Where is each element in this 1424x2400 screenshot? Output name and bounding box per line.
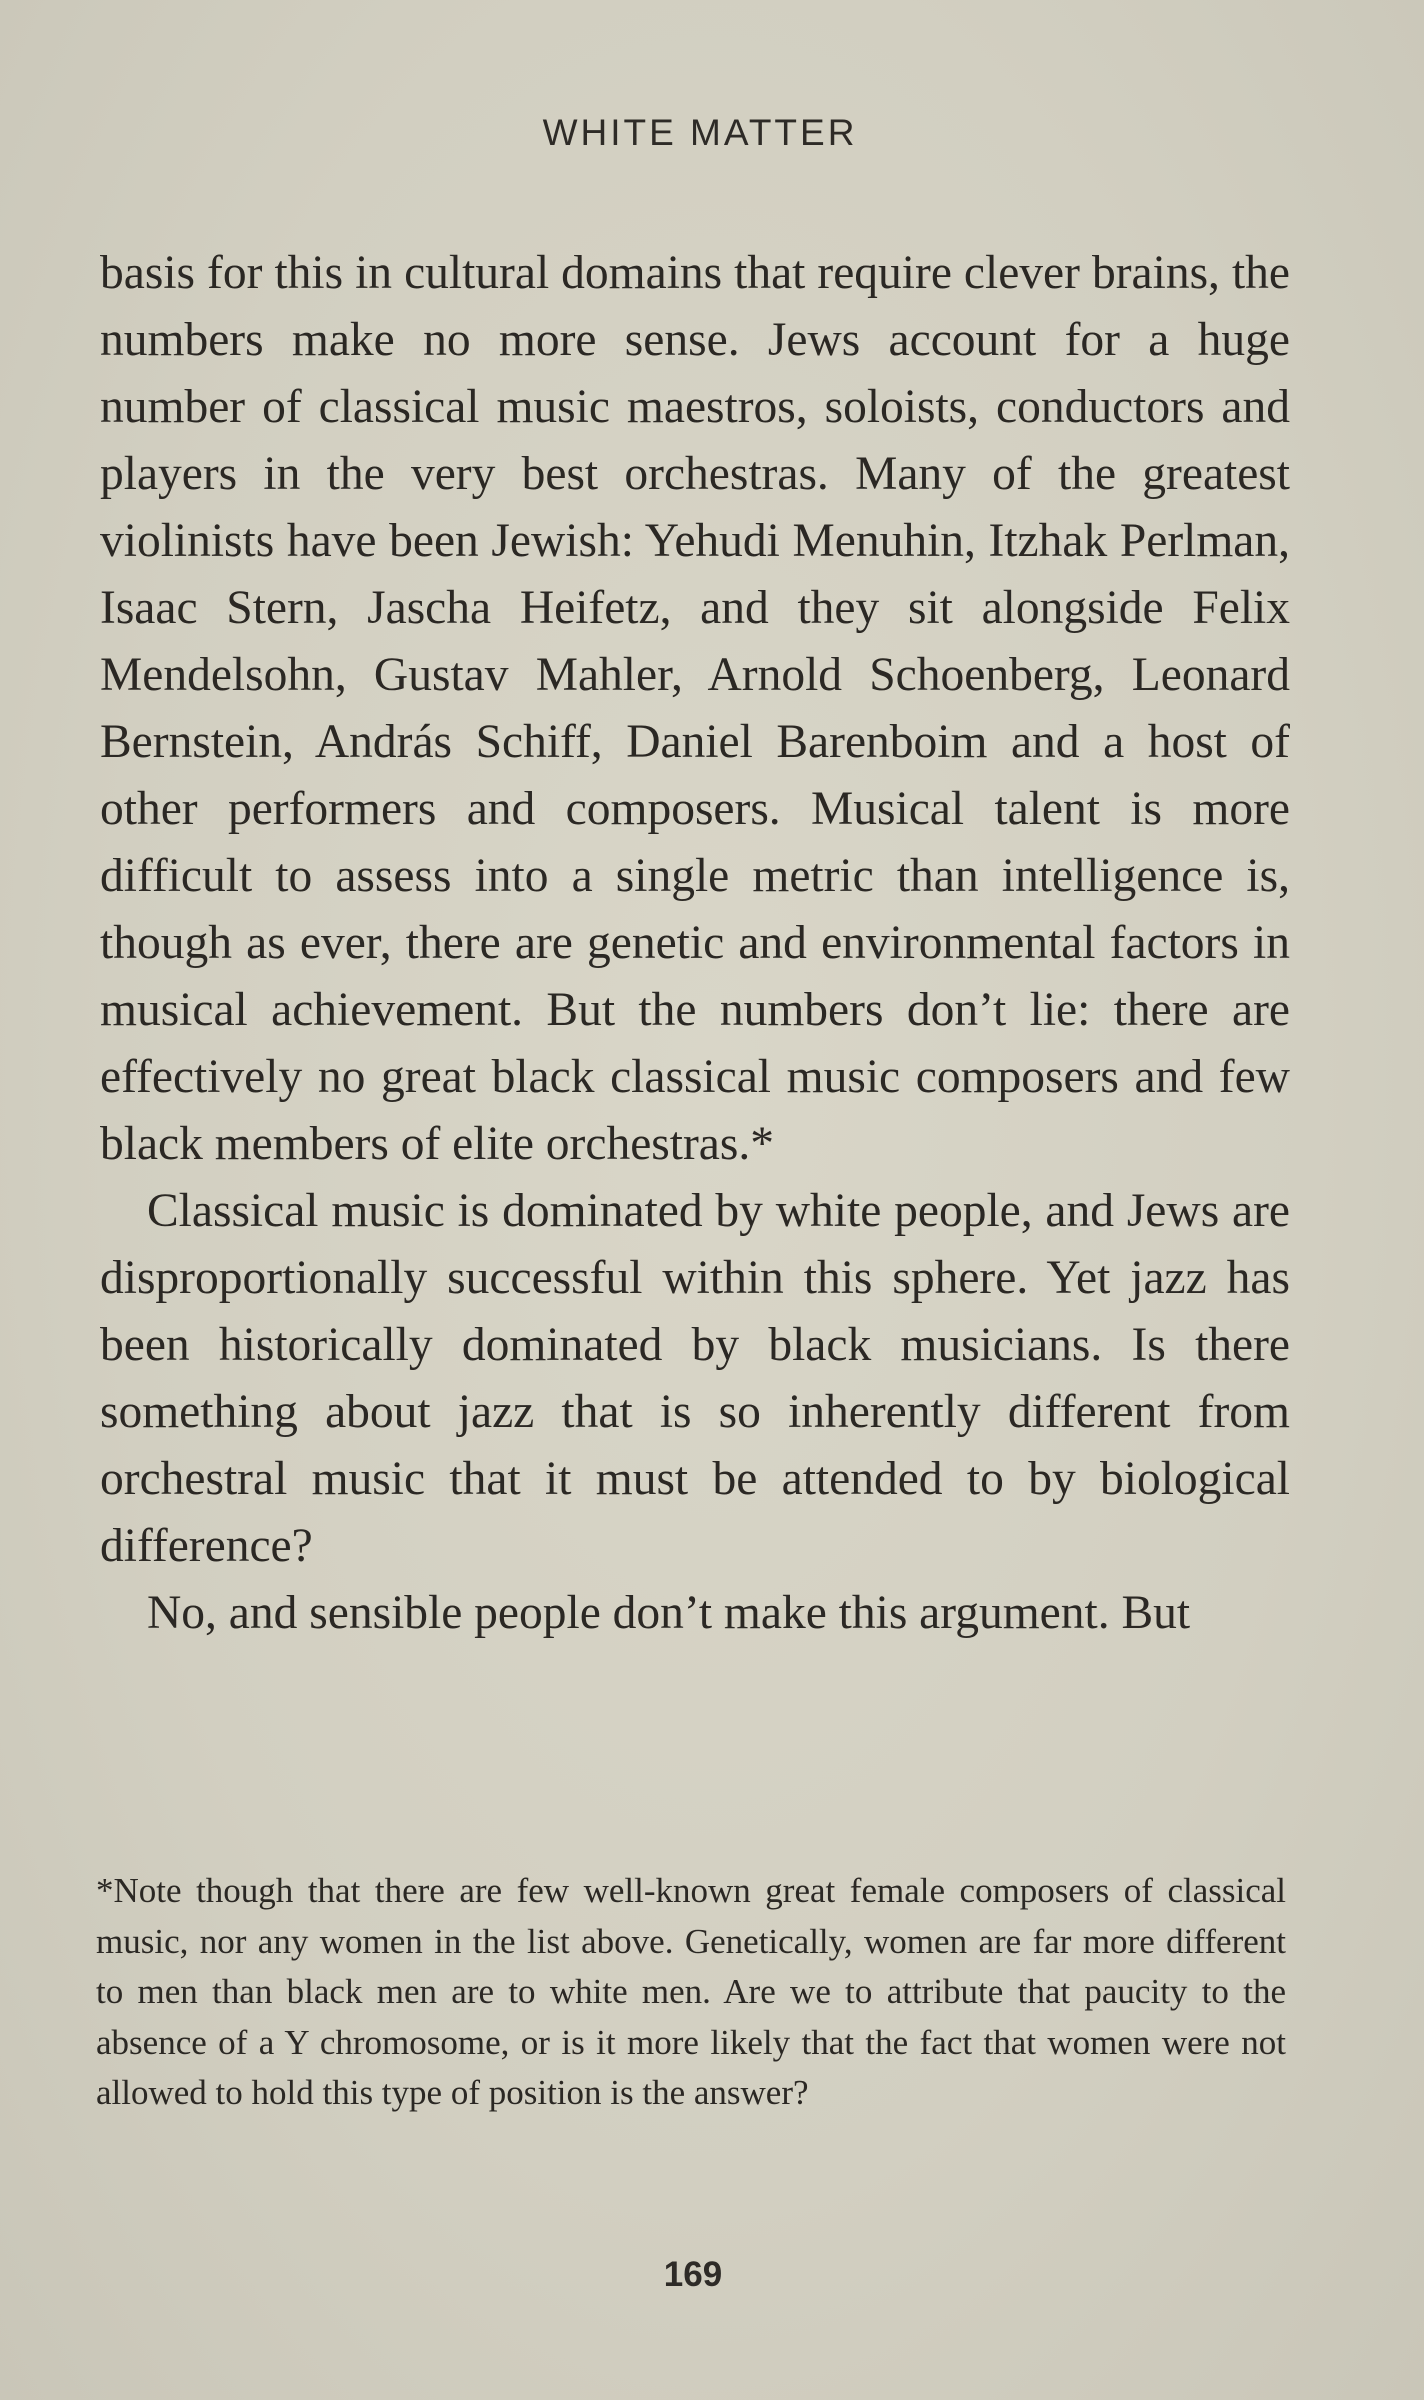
body-text [100,240,1290,1647]
running-head: WHITE MATTER [542,112,858,153]
page-number: 169 [663,2255,723,2294]
paragraph-2: Classical music is dominated by white people, and Jews are disproportionally successful within this sphere. Yet jazz has been historically dominated by black musicians. Is there something about jazz that is so inherently different from orchestral music that it must be attended to by biological difference? [100,1185,1290,1572]
paragraph-1: basis for this in cultural domains that require clever brains, the numbers make no more sense. Jews account for a huge number of classical music maestros, soloists, conductors and players in the very best orchestras. Many of the greatest violinists have been Jewish: Yehudi Menuhin, Itzhak Perlman, Isaac Stern, Jascha Heifetz, and they sit alongside Felix Mendelsohn, Gustav Mahler, Arnold Schoenberg, Leonard Bernstein, András Schiff, Daniel Barenboim and a host of other performers and composers. Musical talent is more difficult to assess into a single metric than intelligence is, though as ever, there are genetic and environmental factors in musical achievement. But the numbers don’t lie: there are effectively no great black classical music composers and few black members of elite orchestras.* [100,247,1290,1170]
footnote: *Note though that there are few well-known great female composers of classical music, nor any women in the list above. Genetically, women are far more different to men than black men are to white men. Are we to attribute that paucity to the absence of a Y chromosome, or is it more likely that the fact that women were not allowed to hold this type of position is the answer? [96,1871,1286,2112]
paragraph-3: No, and sensible people don’t make this argument. But [147,1587,1191,1639]
footnotes [96,1866,1286,2119]
